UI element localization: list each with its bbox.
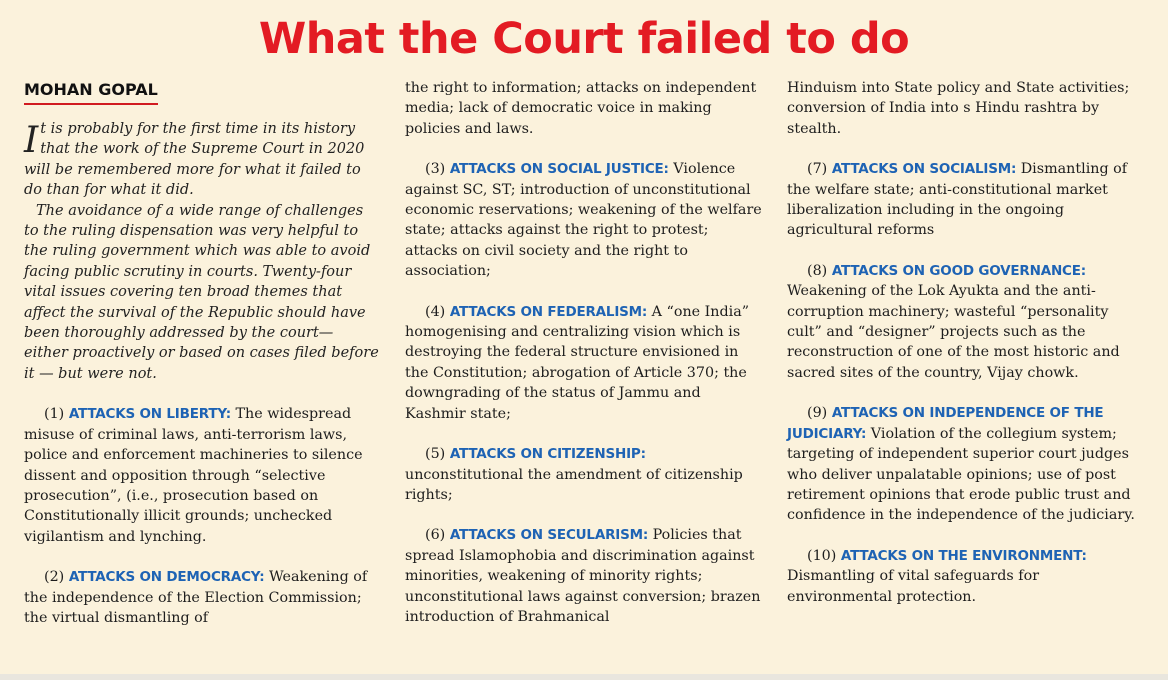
item-environment: [787, 546, 1139, 607]
intro-first-text: t is probably for the first time in its history that the work of the Supreme Court in 2020 will be remembered more for what it failed to do than for what it did.: [24, 121, 365, 199]
item-heading: ATTACKS ON LIBERTY:: [68, 406, 231, 423]
column-1: [24, 78, 380, 648]
item-number: (6): [425, 527, 446, 544]
item-text: unconstitutional the amendment of citizenship rights;: [405, 466, 743, 503]
item-secularism-continued: Hinduism into State policy and State activities; conversion of India into s Hindu rashtra by stealth.: [787, 80, 1130, 137]
headline: What the Court failed to do: [258, 14, 910, 64]
item-text: Violation of the collegium system; targeting of independent superior court judges who deliver unpalatable opinions; use of post retirement opinions that erode public trust and confidence in the independence of the judiciary.: [787, 425, 1135, 524]
item-heading: ATTACKS ON CITIZENSHIP:: [449, 446, 646, 463]
item-socialism: [787, 159, 1139, 241]
item-text: Dismantling of the welfare state; anti-constitutional market liberalization including in the ongoing agricultural reforms: [787, 161, 1128, 239]
intro-second-paragraph: The avoidance of a wide range of challenges to the ruling dispensation was very helpful to the ruling government which was able to avoid facing public scrutiny in courts. Twenty-four vital issues covering ten broad themes that affect the survival of the Republic should have been thoroughly addressed by the court— either proactively or based on cases filed before it — but were not.: [24, 202, 379, 382]
bottom-border: [0, 674, 1168, 680]
item-text: The widespread misuse of criminal laws, anti-terrorism laws, police and enforcement machineries to silence dissent and opposition through “selective prosecution”, (i.e., prosecution based on Constitutionally illicit grounds; unchecked vigilantism and lynching.: [24, 406, 363, 545]
item-text: Dismantling of vital safeguards for environmental protection.: [787, 568, 1040, 605]
item-text: Weakening of the independence of the Election Commission; the virtual dismantling of: [24, 569, 368, 626]
item-text: Violence against SC, ST; introduction of unconstitutional economic reservations; weakening of the welfare state; attacks against the right to protest; attacks on civil society and the right to association;: [405, 161, 762, 280]
item-federalism: [405, 302, 762, 424]
column-2: [405, 78, 762, 647]
item-democracy-continued: the right to information; attacks on independent media; lack of democratic voice in making policies and laws.: [405, 80, 757, 137]
item-citizenship: [405, 444, 762, 505]
item-number: (4): [425, 303, 446, 320]
item-good-governance: [787, 261, 1139, 383]
item-secularism: [405, 525, 762, 627]
item-number: (10): [807, 547, 837, 564]
intro: [24, 119, 380, 384]
byline: MOHAN GOPAL: [24, 78, 158, 105]
item-number: (7): [807, 161, 828, 178]
item-number: (3): [425, 161, 446, 178]
item-number: (5): [425, 446, 446, 463]
item-heading: ATTACKS ON SECULARISM:: [449, 527, 649, 544]
item-liberty: [24, 404, 380, 547]
item-democracy: [24, 567, 380, 628]
item-number: (1): [44, 406, 65, 423]
item-text: Weakening of the Lok Ayukta and the anti-corruption machinery; wasteful “personality cult” and “designer” projects such as the reconstruction of one of the most historic and sacred sites of the country, Vijay chowk.: [787, 283, 1120, 381]
column-3: [787, 78, 1139, 627]
item-heading: ATTACKS ON SOCIAL JUSTICE:: [449, 161, 669, 178]
item-number: (2): [44, 569, 65, 586]
item-heading: ATTACKS ON SOCIALISM:: [831, 161, 1017, 178]
item-heading: ATTACKS ON GOOD GOVERNANCE:: [831, 262, 1086, 279]
item-heading: ATTACKS ON FEDERALISM:: [449, 303, 648, 320]
item-heading: ATTACKS ON DEMOCRACY:: [68, 569, 265, 586]
item-heading: ATTACKS ON THE ENVIRONMENT:: [840, 547, 1087, 564]
item-judiciary: [787, 403, 1139, 525]
item-text: Policies that spread Islamophobia and discrimination against minorities, weakening of minority rights; unconstitutional laws against conversion; brazen introduction of Brahmanical: [405, 527, 761, 625]
intro-first-paragraph: [24, 119, 380, 201]
drop-cap: I: [24, 120, 39, 161]
item-number: (9): [807, 405, 828, 422]
item-social-justice: [405, 159, 762, 281]
item-text: A “one India” homogenising and centralizing vision which is destroying the federal structure envisioned in the Constitution; abrogation of Article 370; the downgrading of the status of Jammu and Kashmir state;: [405, 303, 750, 422]
item-number: (8): [807, 262, 828, 279]
item-heading: ATTACKS ON INDEPENDENCE OF THE JUDICIARY:: [787, 405, 1104, 442]
